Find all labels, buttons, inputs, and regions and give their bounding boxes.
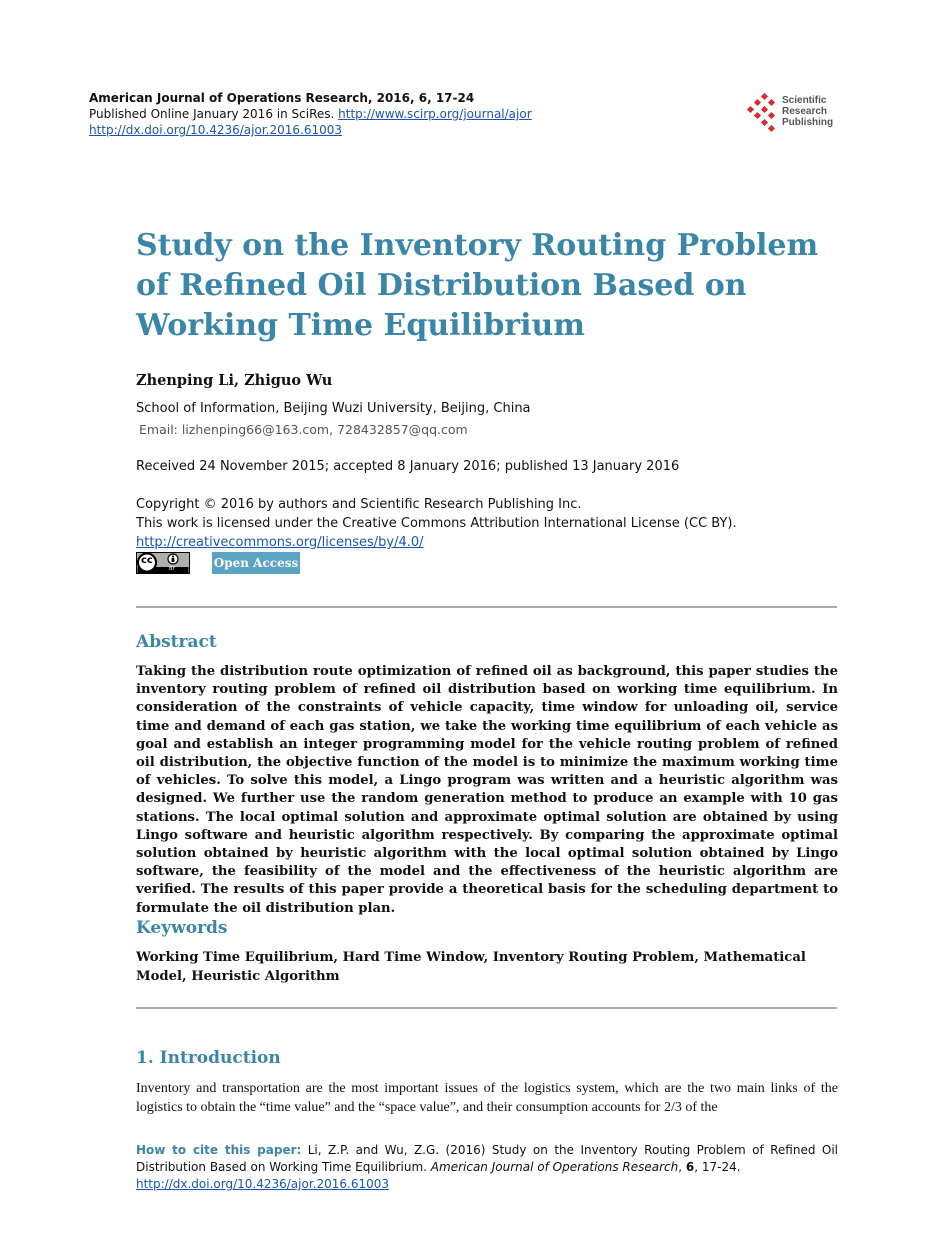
divider-bottom [136,1007,837,1009]
license-link[interactable]: http://creativecommons.org/licenses/by/4.0/ [136,535,424,550]
cc-symbol: cc [141,555,153,566]
publisher-logo [742,92,852,136]
abstract-heading: Abstract [136,632,217,652]
by-label: BY [169,566,176,572]
copyright-block [136,495,737,552]
logo-line-3: Publishing [782,117,834,128]
introduction-heading: 1. Introduction [136,1048,281,1068]
journal-link[interactable]: http://www.scirp.org/journal/ajor [338,107,532,121]
received-dates: Received 24 November 2015; accepted 8 January 2016; published 13 January 2016 [136,459,680,474]
paper-title: Study on the Inventory Routing Problem of Refined Oil Distribution Based on Working Time Equilibrium [136,228,819,343]
logo-text [782,95,833,128]
affiliation: School of Information, Beijing Wuzi University, Beijing, China [136,401,531,416]
logo-line-2: Research [782,106,828,117]
cc-by-badge[interactable] [136,552,190,574]
published-prefix: Published Online January 2016 in SciRes. [89,107,339,121]
journal-line: American Journal of Operations Research, 2016, 6, 17-24 [89,91,475,105]
citation-block [136,1142,838,1193]
citation-text: Li, Z.P. and Wu, Z.G. (2016) Study on the Inventory Routing Problem of Refined Oil Distribution Based on Working Time Equilibrium. [136,1143,839,1174]
citation-journal: American Journal of Operations Research [430,1160,679,1174]
citation-volume: 6 [685,1160,695,1174]
logo-line-1: Scientific [782,95,827,106]
journal-header [89,90,532,138]
citation-sep: , [678,1160,686,1174]
keywords-heading: Keywords [136,918,228,938]
citation-lead: How to cite this paper: [136,1143,302,1157]
copyright-line: Copyright © 2016 by authors and Scientific Research Publishing Inc. [136,497,582,512]
keywords-text: Working Time Equilibrium, Hard Time Window, Inventory Routing Problem, Mathematical Model, Heuristic Algorithm [136,950,806,984]
abstract-text: Taking the distribution route optimization of refined oil as background, this paper studies the inventory routing problem of refined oil distribution based on working time equilibrium. In consideration of the constraints of vehicle capacity, time window for unloading oil, service time and demand of each gas station, we take the working time equilibrium of each vehicle as goal and establish an integer programming model for the vehicle routing problem of refined oil distribution, the objective function of the model is to minimize the maximum working time of vehicles. To solve this model, a Lingo program was written and a heuristic algorithm was designed. We further use the random generation method to produce an example with 10 gas stations. The local optimal solution and approximate optimal solution are obtained by using Lingo software and heuristic algorithm respectively. By comparing the approximate optimal solution obtained by heuristic algorithm with the local optimal solution obtained by Lingo software, the feasibility of the model and the effectiveness of the heuristic algorithm are verified. The results of this paper provide a theoretical basis for the scheduling department to formulate the oil distribution plan. [136,664,838,916]
email: Email: lizhenping66@163.com, 728432857@qq.com [139,422,468,437]
citation-pages: , 17-24. [694,1160,741,1174]
authors: Zhenping Li, Zhiguo Wu [136,372,333,389]
published-line [89,106,532,122]
divider-top [136,606,837,608]
diamond-logo-icon [742,92,782,136]
citation-doi-link[interactable]: http://dx.doi.org/10.4236/ajor.2016.61003 [136,1177,389,1191]
license-line: This work is licensed under the Creative Commons Attribution International License (CC BY). [136,516,737,531]
doi-link[interactable]: http://dx.doi.org/10.4236/ajor.2016.61003 [89,123,342,137]
introduction-text: Inventory and transportation are the most important issues of the logistics system, which are the two main links of the logistics to obtain the “time value” and the “space value”, and their consumption accounts for 2/3 of the [136,1081,838,1115]
open-access-badge[interactable]: Open Access [212,552,300,574]
